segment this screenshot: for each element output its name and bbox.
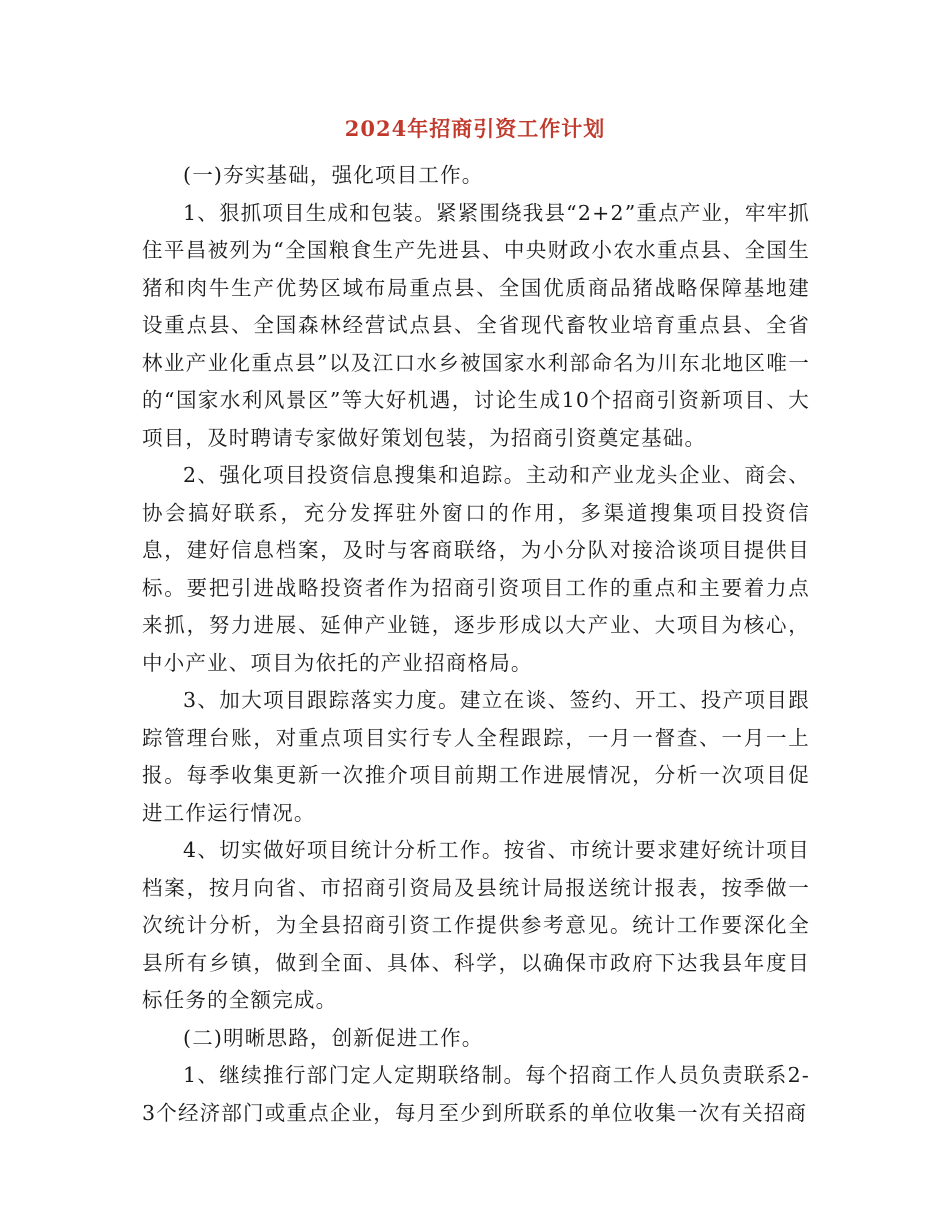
document-title: 2024年招商引资工作计划 [344,116,606,141]
paragraph: 1、狠抓项目生成和包装。紧紧围绕我县“2+2”重点产业，牢牢抓住平昌被列为“全国粮食生产先进县、中央财政小农水重点县、全国生猪和肉牛生产优势区域布局重点县、全国优质商品猪战略保障基地建设重点县、全国森林经营试点县、全省现代畜牧业培育重点县、全省林业产业化重点县”以及江口水乡被国家水利部命名为川东北地区唯一的“国家水利风景区”等大好机遇，讨论生成10个招商引资新项目、大项目，及时聘请专家做好策划包装，为招商引资奠定基础。 [142,200,810,450]
paragraph: 3、加大项目跟踪落实力度。建立在谈、签约、开工、投产项目跟踪管理台账，对重点项目实行专人全程跟踪，一月一督查、一月一上报。每季收集更新一次推介项目前期工作进展情况，分析一次项目促进工作运行情况。 [142,688,810,825]
section-heading-1: (一)夯实基础，强化项目工作。 [183,163,484,187]
paragraph: 1、继续推行部门定人定期联络制。每个招商工作人员负责联系2-3个经济部门或重点企业，每月至少到所联系的单位收集一次有关招商 [142,1063,810,1125]
section-heading-2: (二)明晰思路，创新促进工作。 [183,1025,484,1050]
paragraph: 4、切实做好项目统计分析工作。按省、市统计要求建好统计项目档案，按月向省、市招商引资局及县统计局报送统计报表，按季做一次统计分析，为全县招商引资工作提供参考意见。统计工作要深化全县所有乡镇，做到全面、具体、科学，以确保市政府下达我县年度目标任务的全额完成。 [142,838,810,1012]
document-body [142,157,810,1132]
paragraph: 2、强化项目投资信息搜集和追踪。主动和产业龙头企业、商会、协会搞好联系，充分发挥驻外窗口的作用，多渠道搜集项目投资信息，建好信息档案，及时与客商联络，为小分队对接洽谈项目提供目标。要把引进战略投资者作为招商引资项目工作的重点和主要着力点来抓，努力进展、延伸产业链，逐步形成以大产业、大项目为核心，中小产业、项目为依托的产业招商格局。 [142,463,810,675]
